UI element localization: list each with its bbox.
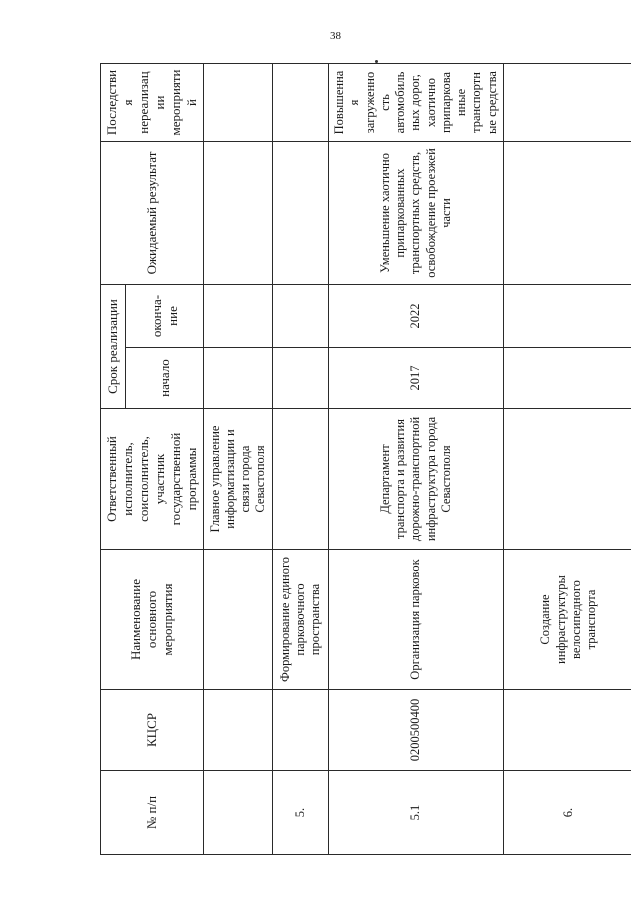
header-num: № п/п <box>101 771 204 855</box>
cell-num <box>204 771 273 855</box>
cell-result <box>273 142 329 285</box>
cell-end: 2022 <box>329 285 504 348</box>
table-row <box>503 64 631 855</box>
cell-kcsr <box>273 690 329 771</box>
header-term: Срок реализации <box>101 285 126 409</box>
cell-start <box>503 348 631 409</box>
measures-table <box>100 63 631 855</box>
cell-end <box>204 285 273 348</box>
cell-start: 2017 <box>329 348 504 409</box>
cell-num: 5.1 <box>329 771 504 855</box>
header-result: Ожидаемый результат <box>101 142 204 285</box>
cell-executor <box>273 409 329 550</box>
cell-num: 6. <box>503 771 631 855</box>
cell-start <box>273 348 329 409</box>
page-number: 38 <box>330 30 341 42</box>
cell-num: 5. <box>273 771 329 855</box>
cell-kcsr <box>503 690 631 771</box>
cell-name: Формирование единого парковочного пространства <box>273 550 329 690</box>
cell-executor <box>503 409 631 550</box>
cell-result <box>503 142 631 285</box>
header-consequences: Последствия нереализации мероприятий <box>101 64 204 142</box>
cell-name <box>204 550 273 690</box>
table-row <box>329 64 504 855</box>
cell-consequences <box>273 64 329 142</box>
cell-executor: Департамент транспорта и развития дорожно-транспортной инфраструктура города Севастополя <box>329 409 504 550</box>
table-row <box>273 64 329 855</box>
cell-end <box>503 285 631 348</box>
cell-executor: Главное управление информатизации и связи города Севастополя <box>204 409 273 550</box>
header-term-end: оконча-ние <box>126 285 204 348</box>
cell-consequences <box>503 64 631 142</box>
header-term-start: начало <box>126 348 204 409</box>
cell-name: Создание инфраструктуры велосипедного транспорта <box>503 550 631 690</box>
cell-consequences <box>204 64 273 142</box>
header-executor: Ответственный исполнитель, соисполнитель, участник государственной программы <box>101 409 204 550</box>
table-row <box>204 64 273 855</box>
cell-result <box>204 142 273 285</box>
rotated-table-wrapper <box>100 64 598 855</box>
header-kcsr: КЦСР <box>101 690 204 771</box>
cell-consequences: Повышенная загруженность автомобильных дорог, хаотично припаркованные транспортные средства <box>329 64 504 142</box>
cell-kcsr <box>204 690 273 771</box>
cell-kcsr: 0200500400 <box>329 690 504 771</box>
cell-name: Организация парковок <box>329 550 504 690</box>
header-row-1 <box>101 64 126 855</box>
cell-result: Уменьшение хаотично припаркованных транспортных средств, освобождение проезжей части <box>329 142 504 285</box>
header-name: Наименование основного мероприятия <box>101 550 204 690</box>
cell-end <box>273 285 329 348</box>
cell-start <box>204 348 273 409</box>
